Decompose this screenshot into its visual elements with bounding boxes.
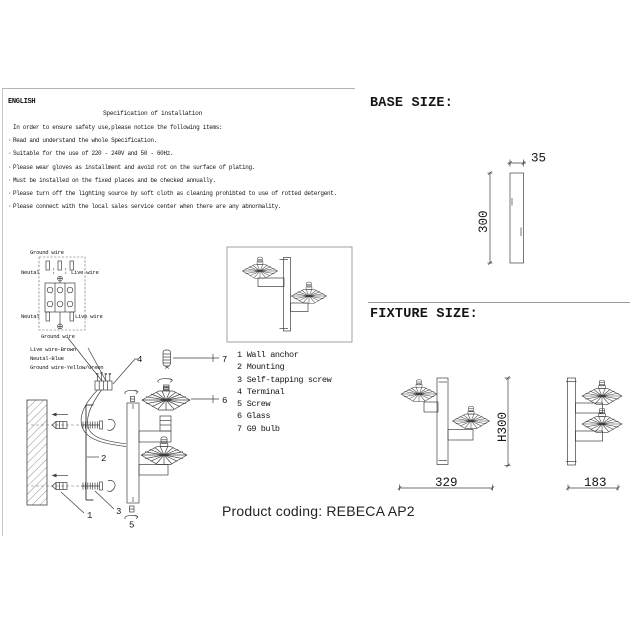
wiring-legend-ground: Ground wire-Yellow/Green <box>30 364 104 371</box>
g9-bulb <box>163 350 171 369</box>
base-width-dim: 35 <box>531 151 547 166</box>
bullet-glyph: · <box>8 176 12 184</box>
wiring-neutral-top-label: Neutal <box>21 269 40 276</box>
bullet-glyph: · <box>8 150 12 158</box>
callout-5: 5 <box>129 520 135 531</box>
spec-item-text: Please turn off the lighting source by soft cloth as cleaning prohibted to use of rotted detergent. <box>13 190 337 198</box>
wiring-live-bottom-label: Live wire <box>75 313 103 320</box>
spec-item-text: Suitable for the use of 220 - 240V and 50 - 60Hz. <box>13 150 174 158</box>
bullet-glyph: · <box>8 203 12 211</box>
wiring-live-top-label: Live wire <box>71 269 99 276</box>
terminal-part <box>95 372 112 390</box>
fixture-width-front-dim: 329 <box>435 476 458 490</box>
assembled-view-inset <box>227 247 352 342</box>
upper-arm-socket <box>139 416 171 442</box>
spec-item-text: Please connect with the local sales service center when there are any abnormality. <box>13 203 282 211</box>
bullet-glyph: · <box>8 163 12 171</box>
callout-1: 1 <box>87 511 93 521</box>
inset-lower-lamp <box>291 282 326 303</box>
spec-item-text: Please wear gloves as installment and avoid rot on the surface of plating. <box>13 163 256 171</box>
wiring-legend-live: Live wire-Brown <box>30 346 76 353</box>
rotation-arrow-bottom <box>125 506 138 519</box>
wire-stubs-top <box>46 261 74 274</box>
bullet-glyph: · <box>8 137 12 145</box>
callout-6: 6 <box>222 396 228 406</box>
fixture-front-view <box>398 376 511 490</box>
fixture-height-dim: H300 <box>496 411 510 442</box>
inset-upper-lamp <box>242 257 277 278</box>
part-row: 5 Screw <box>237 399 271 410</box>
spec-item <box>8 174 337 187</box>
callout-2: 2 <box>101 454 107 464</box>
fixture-body-bar <box>127 403 139 503</box>
fixture-size-header: FIXTURE SIZE: <box>370 307 478 322</box>
parts-list <box>237 349 331 435</box>
wiring-ground-bottom-label: Ground wire <box>41 333 75 340</box>
lower-lamp-assembled <box>139 437 187 475</box>
callout-4: 4 <box>137 355 143 365</box>
callout-7: 7 <box>222 355 228 365</box>
product-coding: Product coding: REBECA AP2 <box>222 503 415 519</box>
part-row: 2 Mounting <box>237 362 285 373</box>
callout-3: 3 <box>116 507 122 517</box>
spec-item <box>8 200 337 213</box>
part-row: 4 Terminal <box>237 386 285 397</box>
part-row: 3 Self-tapping screw <box>237 374 332 385</box>
wiring-ground-top-label: Ground wire <box>30 249 64 256</box>
spec-item <box>8 161 337 174</box>
spec-item-text: Must be installed on the fixed places and be checked annually. <box>13 176 216 184</box>
rotation-arrow-top <box>125 390 138 401</box>
language-label: ENGLISH <box>8 98 36 106</box>
spec-title: Specification of installation <box>103 110 202 117</box>
wiring-diagram <box>21 249 106 381</box>
spec-list <box>8 121 337 213</box>
fixture-side-view <box>566 378 622 491</box>
spec-intro: In order to ensure safety use,please notice the following items: <box>13 124 223 131</box>
wiring-neutral-bottom-label: Neutal <box>21 313 40 320</box>
part-row: 1 Wall anchor <box>237 350 299 360</box>
wall-section <box>27 400 47 505</box>
base-size-header: BASE SIZE: <box>370 96 454 111</box>
part-row: 7 G9 bulb <box>237 423 280 434</box>
spec-item <box>8 147 337 160</box>
wiring-legend-neutral: Neutal-Blue <box>30 355 64 362</box>
exploded-view <box>27 350 227 531</box>
base-height-dim: 300 <box>477 210 491 233</box>
wires <box>81 390 126 447</box>
base-size-drawing <box>477 152 546 265</box>
glass-shade <box>142 388 190 411</box>
spec-item <box>8 134 337 147</box>
rotation-arrow-shade <box>158 379 173 390</box>
spec-item-text: Read and understand the whole Specification. <box>13 137 157 145</box>
size-drawings <box>360 90 630 500</box>
bullet-glyph: · <box>8 190 12 198</box>
part-row: 6 Glass <box>237 411 271 422</box>
spec-item <box>8 187 337 200</box>
fixture-width-side-dim: 183 <box>584 476 607 490</box>
